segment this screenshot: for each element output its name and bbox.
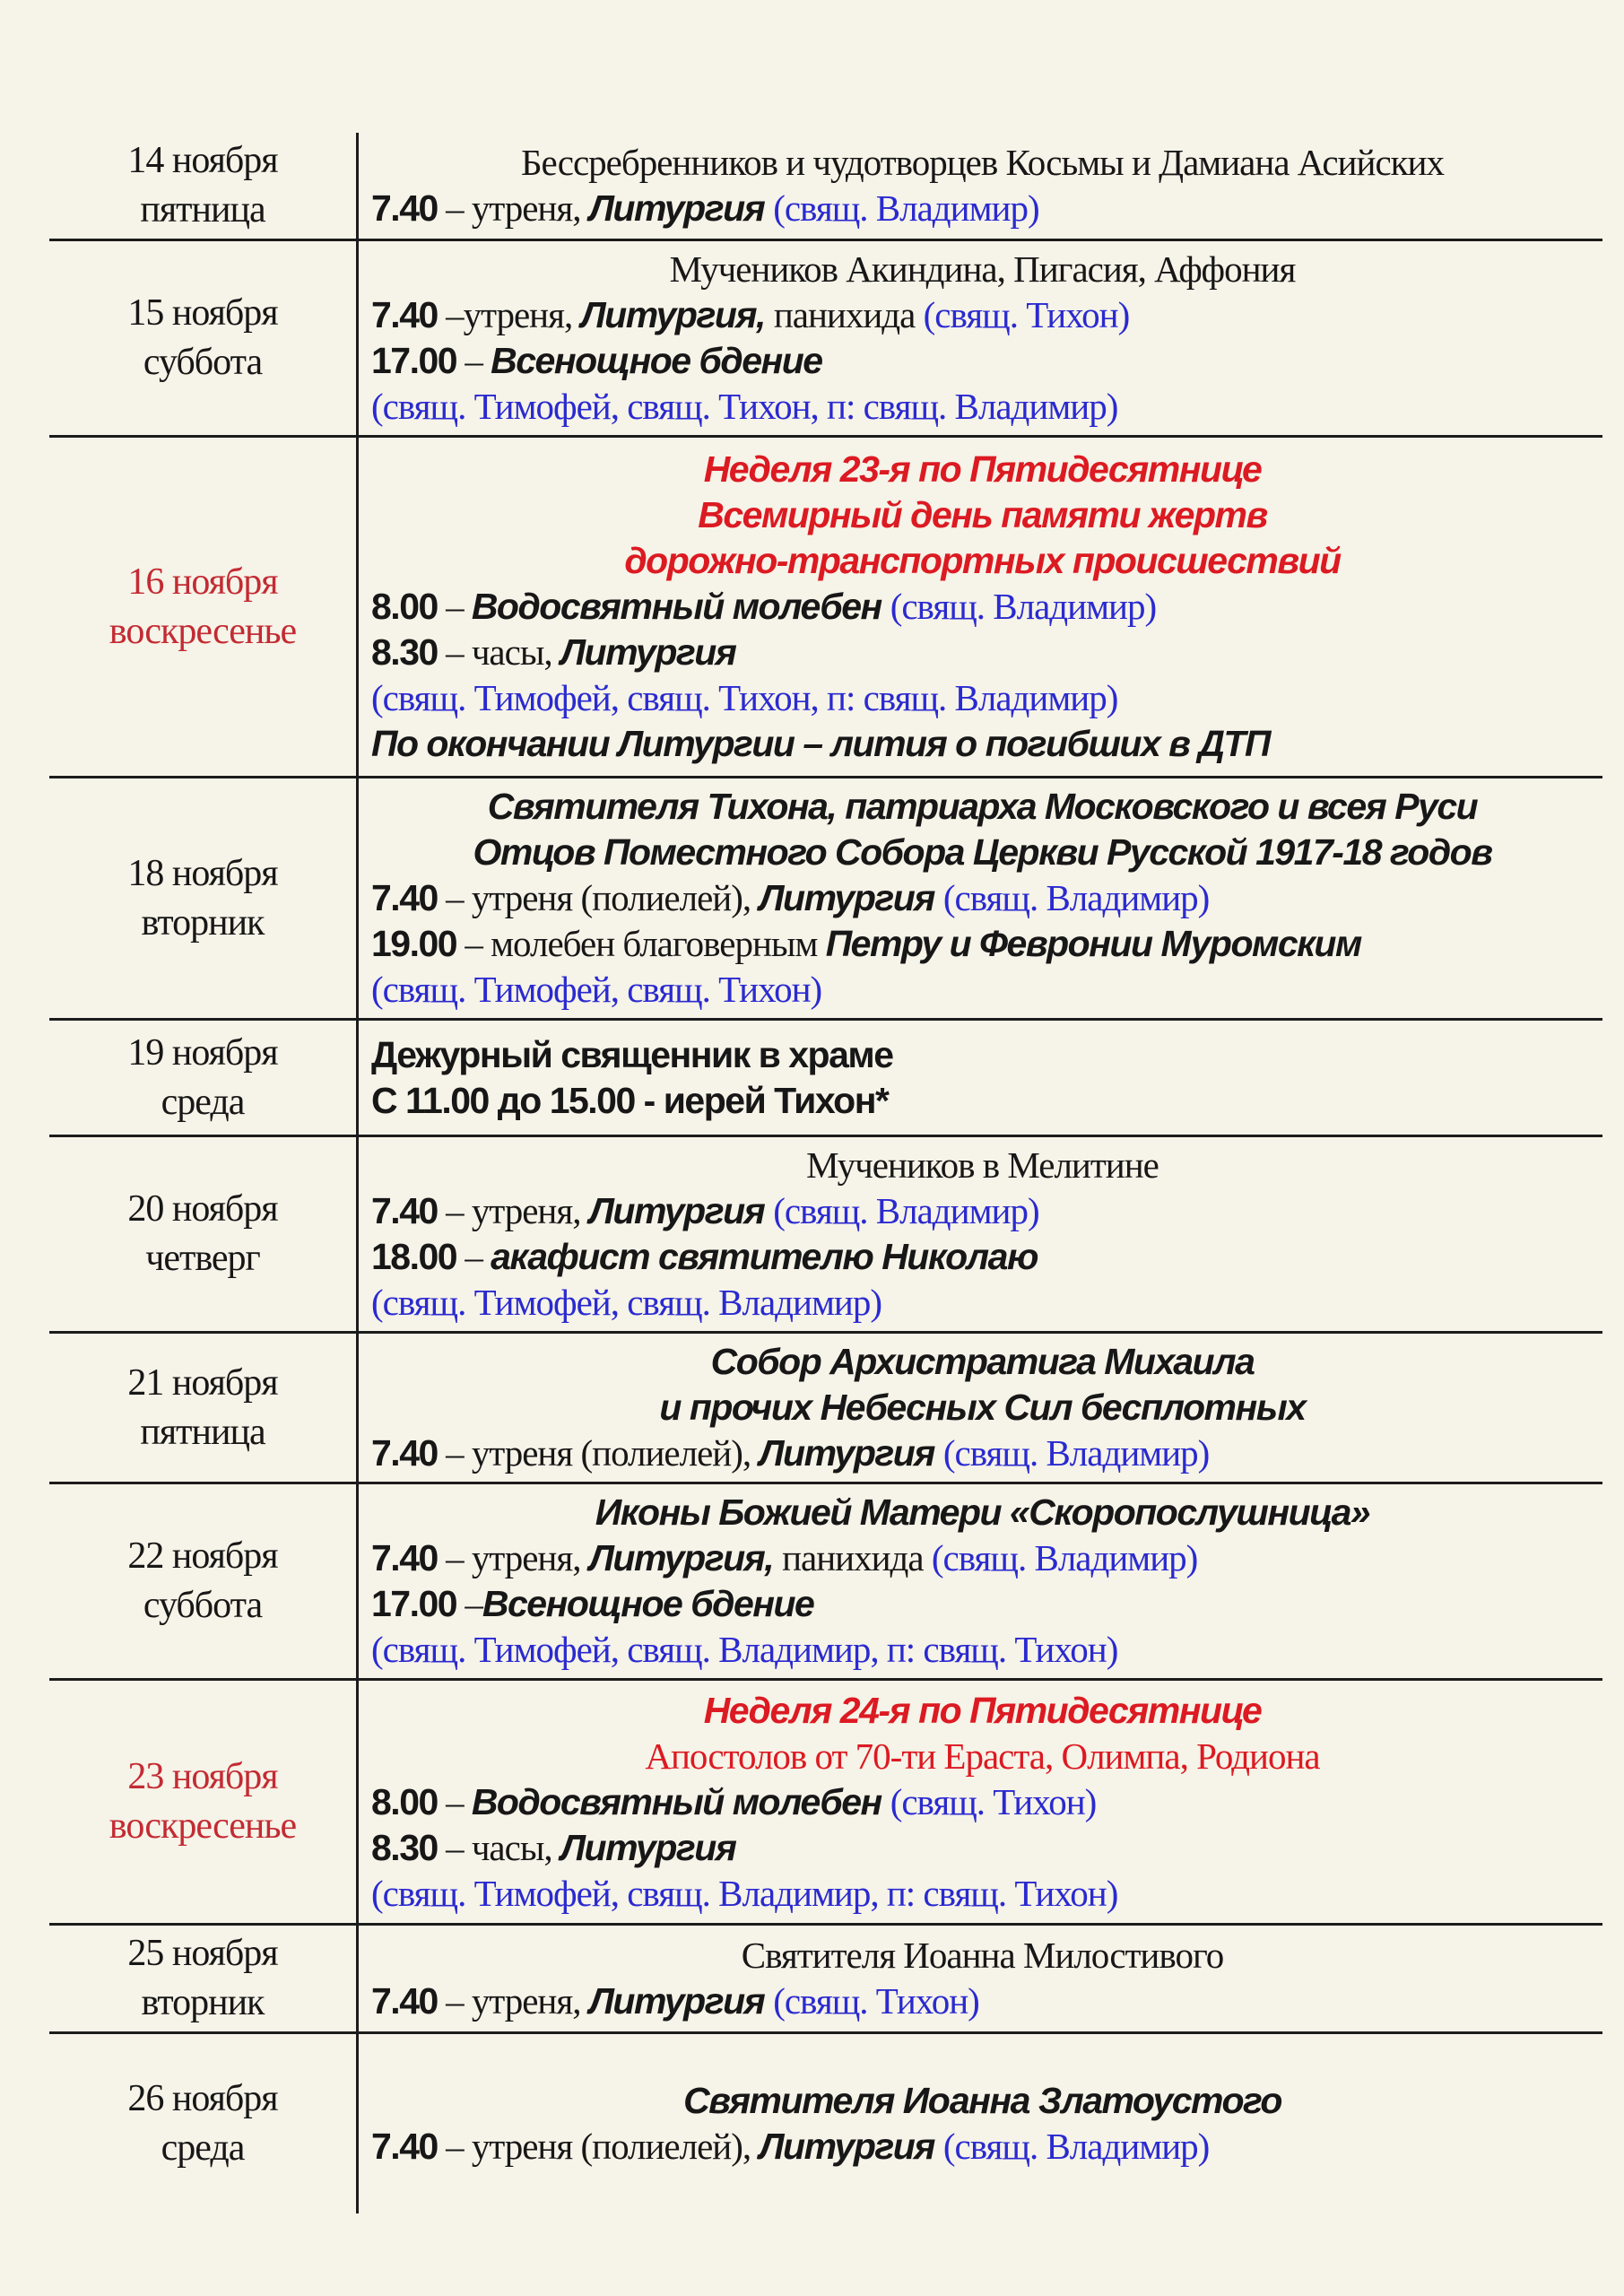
text-segment: 7.40 [371, 1190, 438, 1231]
text-segment: – утреня, [437, 1980, 589, 2022]
content-cell [359, 778, 1602, 1018]
service-line [371, 921, 1594, 967]
content-cell [359, 1926, 1602, 2031]
text-segment: – [456, 1583, 482, 1624]
text-segment: Литургия [560, 631, 736, 673]
date-line: 25 ноября [127, 1933, 278, 1974]
service-line [371, 1234, 1594, 1280]
text-segment: 7.40 [371, 1432, 438, 1474]
date-line: 18 ноября [127, 852, 278, 894]
text-segment: 7.40 [371, 1537, 438, 1578]
text-segment: – утреня (полиелей), [437, 2126, 760, 2167]
date-line: 20 ноября [127, 1188, 278, 1230]
content-cell [359, 438, 1602, 776]
text-segment: Святителя Иоанна Милостивого [741, 1935, 1224, 1976]
content-cell [359, 133, 1602, 239]
date-line: воскресенье [109, 1805, 297, 1847]
text-segment: С 11.00 до 15.00 - иерей Тихон* [371, 1079, 889, 1121]
text-segment: Водосвятный молебен [471, 586, 890, 627]
content-cell [359, 1334, 1602, 1482]
service-line [371, 630, 1594, 675]
text-segment: Петру и Февронии Муромским [825, 923, 1361, 964]
service-line [371, 2078, 1594, 2124]
service-line [371, 186, 1594, 231]
text-segment: (свящ. Тимофей, свящ. Владимир, п: свящ. Тихон) [371, 1629, 1118, 1670]
text-segment: (свящ. Тимофей, свящ. Тихон, п: свящ. Владимир) [371, 386, 1118, 427]
text-segment: (свящ. Тимофей, свящ. Владимир, п: свящ. Тихон) [371, 1872, 1118, 1914]
text-segment: (свящ. Тимофей, свящ. Тихон) [371, 969, 822, 1010]
schedule-row [49, 133, 1602, 241]
date-line: 16 ноября [127, 561, 278, 603]
text-segment: (свящ. Владимир) [942, 1432, 1210, 1474]
date-line: среда [161, 1081, 245, 1123]
content-cell [359, 1681, 1602, 1923]
date-line: 22 ноября [127, 1535, 278, 1577]
text-segment: Собор Архистратига Михаила [710, 1341, 1255, 1382]
text-segment: Мучеников Акиндина, Пигасия, Аффония [669, 248, 1296, 290]
text-segment: (свящ. Владимир) [890, 586, 1157, 627]
text-segment: Водосвятный молебен [471, 1780, 890, 1822]
service-line [371, 1032, 1594, 1078]
date-line: 23 ноября [127, 1756, 278, 1797]
text-segment: Святителя Тихона, патриарха Московского и всея Руси [487, 786, 1478, 827]
service-line [371, 538, 1594, 584]
text-segment: 8.30 [371, 631, 438, 673]
service-line [371, 247, 1594, 292]
text-segment: – утреня, [437, 1537, 589, 1578]
text-segment: – [437, 586, 472, 627]
text-segment: Отцов Поместного Собора Церкви Русской 1917-18 годов [473, 831, 1492, 873]
date-cell [49, 241, 359, 435]
service-line [371, 1143, 1594, 1188]
content-cell [359, 1021, 1602, 1135]
date-line: 19 ноября [127, 1031, 278, 1074]
date-cell [49, 1334, 359, 1482]
service-line [371, 1431, 1594, 1476]
text-segment: – утреня, [437, 1190, 589, 1231]
text-segment: (свящ. Владимир) [942, 877, 1210, 918]
service-line [371, 1734, 1594, 1779]
text-segment: – молебен благоверным [456, 923, 826, 964]
text-segment: 7.40 [371, 877, 438, 918]
text-segment: Всенощное бдение [482, 1583, 814, 1624]
text-segment: Неделя 23-я по Пятидесятнице [703, 448, 1262, 490]
service-line [371, 675, 1594, 721]
text-segment: Бессребренников и чудотворцев Косьмы и Дамиана Асийских [521, 142, 1444, 183]
date-cell [49, 778, 359, 1018]
text-segment: По окончании Литургии – лития о погибших в ДТП [371, 723, 1270, 764]
text-segment: (свящ. Тихон) [773, 1980, 979, 2022]
schedule-row [49, 1021, 1602, 1137]
content-cell [359, 1137, 1602, 1331]
text-segment: 7.40 [371, 2126, 438, 2167]
service-line [371, 292, 1594, 338]
text-segment: – часы, [437, 631, 560, 673]
service-line [371, 1825, 1594, 1871]
text-segment: Литургия, [588, 1537, 783, 1578]
service-line [371, 384, 1594, 430]
text-segment: – часы, [437, 1826, 560, 1868]
text-segment: (свящ. Владимир) [942, 2126, 1210, 2167]
schedule-row [49, 1926, 1602, 2034]
schedule-row [49, 241, 1602, 438]
date-line: вторник [141, 901, 265, 944]
text-segment: – утреня (полиелей), [437, 1432, 760, 1474]
service-line [371, 584, 1594, 630]
service-line [371, 967, 1594, 1013]
schedule-row [49, 1484, 1602, 1681]
text-segment: Неделя 24-я по Пятидесятнице [703, 1689, 1262, 1731]
text-segment: Литургия [759, 2126, 943, 2167]
text-segment: – [456, 340, 491, 381]
service-line [371, 1979, 1594, 2024]
service-line [371, 1280, 1594, 1326]
date-line: 26 ноября [127, 2078, 278, 2119]
service-line [371, 1188, 1594, 1234]
schedule-row [49, 1334, 1602, 1484]
text-segment: 17.00 [371, 1583, 457, 1624]
date-cell [49, 1137, 359, 1331]
text-segment: (свящ. Владимир) [931, 1537, 1198, 1578]
text-segment: – [456, 1236, 491, 1277]
date-cell [49, 2034, 359, 2213]
service-line [371, 2124, 1594, 2170]
text-segment: 8.00 [371, 1780, 438, 1822]
text-segment: –утреня, [437, 294, 581, 335]
service-line [371, 338, 1594, 384]
text-segment: Литургия [759, 877, 943, 918]
text-segment: (свящ. Тимофей, свящ. Тихон, п: свящ. Владимир) [371, 677, 1118, 718]
service-line [371, 1535, 1594, 1581]
date-cell [49, 1926, 359, 2031]
text-segment: панихида [782, 1537, 932, 1578]
date-cell [49, 1021, 359, 1135]
content-cell [359, 1484, 1602, 1678]
schedule-row [49, 2034, 1602, 2213]
service-line [371, 1779, 1594, 1825]
service-line [371, 1688, 1594, 1734]
text-segment: дорожно-транспортных происшествий [624, 540, 1341, 581]
date-line: 14 ноября [127, 140, 278, 181]
text-segment: 7.40 [371, 187, 438, 229]
date-cell [49, 1681, 359, 1923]
text-segment: Литургия [588, 1190, 774, 1231]
text-segment: панихида [773, 294, 924, 335]
text-segment: Святителя Иоанна Златоустого [683, 2080, 1281, 2121]
text-segment: Иконы Божией Матери «Скоропослушница» [595, 1492, 1370, 1533]
text-segment: (свящ. Тихон) [923, 294, 1130, 335]
text-segment: 19.00 [371, 923, 457, 964]
date-line: четверг [145, 1238, 260, 1279]
text-segment: Апостолов от 70-ти Ераста, Олимпа, Родиона [645, 1735, 1320, 1777]
date-line: воскресенье [109, 610, 297, 652]
date-line: суббота [143, 342, 263, 383]
text-segment: 17.00 [371, 340, 457, 381]
text-segment: (свящ. Владимир) [773, 187, 1039, 229]
service-line [371, 1490, 1594, 1535]
service-line [371, 1078, 1594, 1124]
text-segment: – утреня, [437, 187, 589, 229]
service-line [371, 1385, 1594, 1431]
date-line: 15 ноября [127, 292, 278, 334]
schedule-table [49, 133, 1602, 2213]
schedule-row [49, 1681, 1602, 1926]
service-line [371, 447, 1594, 492]
date-line: пятница [140, 1411, 265, 1453]
text-segment: Мучеников в Мелитине [806, 1144, 1159, 1186]
date-line: среда [161, 2127, 245, 2169]
text-segment: 8.30 [371, 1826, 438, 1868]
text-segment: – [437, 1780, 472, 1822]
text-segment: (свящ. Тимофей, свящ. Владимир) [371, 1282, 882, 1323]
text-segment: 18.00 [371, 1236, 457, 1277]
text-segment: (свящ. Тихон) [890, 1780, 1097, 1822]
date-cell [49, 1484, 359, 1678]
text-segment: Дежурный священник в храме [371, 1033, 893, 1075]
text-segment: 8.00 [371, 586, 438, 627]
service-line [371, 830, 1594, 875]
text-segment: 7.40 [371, 1980, 438, 2022]
service-line [371, 721, 1594, 767]
date-line: пятница [140, 189, 265, 230]
service-line [371, 784, 1594, 830]
text-segment: Литургия [588, 1980, 774, 2022]
date-line: суббота [143, 1585, 263, 1626]
content-cell [359, 2034, 1602, 2213]
schedule-row [49, 1137, 1602, 1334]
service-line [371, 140, 1594, 186]
date-line: вторник [141, 1982, 265, 2023]
text-segment: Литургия [560, 1826, 736, 1868]
text-segment: – утреня (полиелей), [437, 877, 760, 918]
service-line [371, 1339, 1594, 1385]
content-cell [359, 241, 1602, 435]
text-segment: и прочих Небесных Сил бесплотных [659, 1387, 1306, 1428]
service-line [371, 1627, 1594, 1673]
text-segment: Литургия, [580, 294, 774, 335]
date-cell [49, 133, 359, 239]
text-segment: Всемирный день памяти жертв [698, 494, 1267, 535]
text-segment: 7.40 [371, 294, 438, 335]
text-segment: Литургия [588, 187, 774, 229]
date-line: 21 ноября [127, 1361, 278, 1404]
service-line [371, 875, 1594, 921]
schedule-row [49, 438, 1602, 778]
text-segment: (свящ. Владимир) [773, 1190, 1039, 1231]
service-line [371, 1581, 1594, 1627]
service-line [371, 1933, 1594, 1979]
text-segment: Всенощное бдение [491, 340, 822, 381]
service-line [371, 492, 1594, 538]
date-cell [49, 438, 359, 776]
text-segment: акафист святителю Николаю [491, 1236, 1038, 1277]
schedule-row [49, 778, 1602, 1021]
service-line [371, 1871, 1594, 1917]
text-segment: Литургия [759, 1432, 943, 1474]
